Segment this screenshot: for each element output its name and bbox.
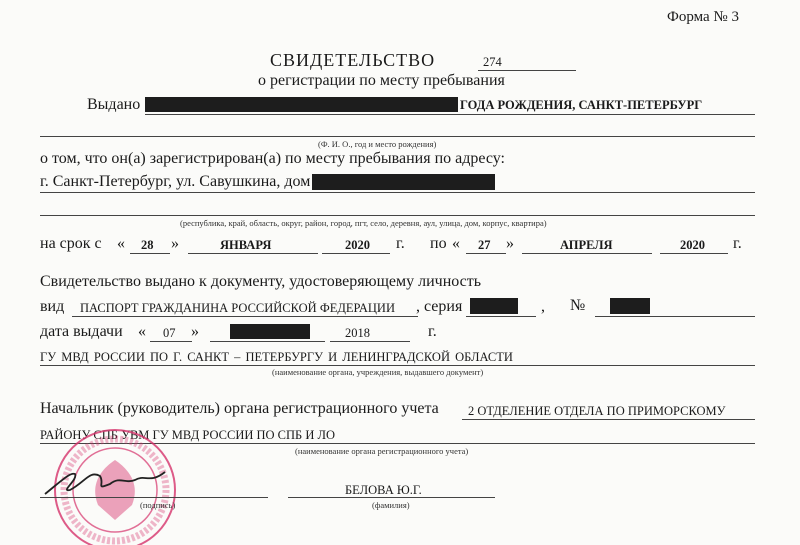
from-month: ЯНВАРЯ: [220, 238, 272, 252]
caption-office: (наименование органа регистрационного учета): [295, 446, 469, 456]
redacted-name: [145, 97, 458, 112]
redacted-series: [470, 298, 518, 314]
address-underline: [40, 192, 755, 193]
underline: [466, 253, 506, 254]
number-label: №: [570, 297, 586, 314]
year-suffix: г.: [396, 235, 405, 252]
head-label: Начальник (руководитель) органа регистрационного учета: [40, 400, 439, 417]
redacted-number: [610, 298, 650, 314]
issued-underline: [145, 114, 755, 115]
underline: [188, 253, 318, 254]
certificate-number: 274: [483, 55, 502, 69]
to-month: АПРЕЛЯ: [560, 238, 613, 252]
comma: ,: [541, 298, 545, 315]
underline: [150, 341, 192, 342]
caption-signature: (подпись): [140, 500, 176, 510]
registration-office-1: 2 ОТДЕЛЕНИЕ ОТДЕЛА ПО ПРИМОРСКОМУ: [468, 404, 726, 418]
from-year: 2020: [345, 238, 370, 252]
fio-line: [40, 136, 755, 137]
issuer: ГУ МВД РОССИИ ПО Г. САНКТ – ПЕТЕРБУРГУ И ЛЕНИНГРАДСКОЙ ОБЛАСТИ: [40, 350, 513, 364]
underline: [72, 316, 418, 317]
registration-office-2: РАЙОНУ СПБ УВМ ГУ МВД РОССИИ ПО СПБ И ЛО: [40, 428, 336, 442]
underline: [330, 341, 410, 342]
underline: [595, 316, 755, 317]
underline: [130, 253, 170, 254]
quote-close: »: [191, 323, 199, 340]
signature: [40, 462, 180, 502]
underline: [522, 253, 652, 254]
series-label: , серия: [416, 298, 463, 315]
year-suffix: г.: [733, 235, 742, 252]
underline: [210, 341, 325, 342]
issue-date-label: дата выдачи: [40, 323, 123, 340]
underline: [462, 419, 755, 420]
signature-line: [40, 497, 268, 498]
period-to-label: по: [430, 235, 447, 252]
doc-type-label: вид: [40, 298, 65, 315]
issue-year: 2018: [345, 326, 370, 340]
issued-value: ГОДА РОЖДЕНИЯ, САНКТ-ПЕТЕРБУРГ: [460, 98, 703, 112]
registered-text: о том, что он(а) зарегистрирован(а) по месту пребывания по адресу:: [40, 150, 505, 167]
quote-open: «: [452, 235, 460, 252]
form-number: Форма № 3: [667, 9, 739, 25]
caption-issuer: (наименование органа, учреждения, выдавшего документ): [272, 367, 484, 377]
period-from-label: на срок с: [40, 235, 102, 252]
to-day: 27: [478, 238, 491, 252]
doc-type: ПАСПОРТ ГРАЖДАНИНА РОССИЙСКОЙ ФЕДЕРАЦИИ: [80, 301, 395, 315]
underline: [466, 316, 536, 317]
underline: [40, 365, 755, 366]
to-year: 2020: [680, 238, 705, 252]
document-text: Свидетельство выдано к документу, удостоверяющему личность: [40, 273, 482, 290]
quote-open: «: [138, 323, 146, 340]
quote-close: »: [506, 235, 514, 252]
surname-line: [288, 497, 495, 498]
year-suffix: г.: [428, 323, 437, 340]
number-underline: [478, 70, 576, 71]
caption-surname: (фамилия): [372, 500, 410, 510]
issued-label: Выдано: [87, 96, 141, 113]
caption-address: (республика, край, область, округ, район, город, пгт, село, деревня, аул, улица, дом, корпус, квартира): [180, 218, 547, 228]
underline: [660, 253, 728, 254]
document-subtitle: о регистрации по месту пребывания: [258, 72, 505, 89]
redacted-address: [312, 174, 495, 190]
official-name: БЕЛОВА Ю.Г.: [345, 483, 422, 497]
caption-fio: (Ф. И. О., год и место рождения): [318, 139, 437, 149]
document-title: СВИДЕТЕЛЬСТВО: [270, 50, 436, 70]
issue-day: 07: [163, 326, 176, 340]
address-row: [40, 173, 495, 191]
address-line-2: [40, 215, 755, 216]
redacted-month: [230, 324, 310, 339]
from-day: 28: [141, 238, 154, 252]
address-text: г. Санкт-Петербург, ул. Савушкина, дом: [40, 173, 311, 190]
underline: [322, 253, 390, 254]
quote-open: «: [117, 235, 125, 252]
quote-close: »: [171, 235, 179, 252]
